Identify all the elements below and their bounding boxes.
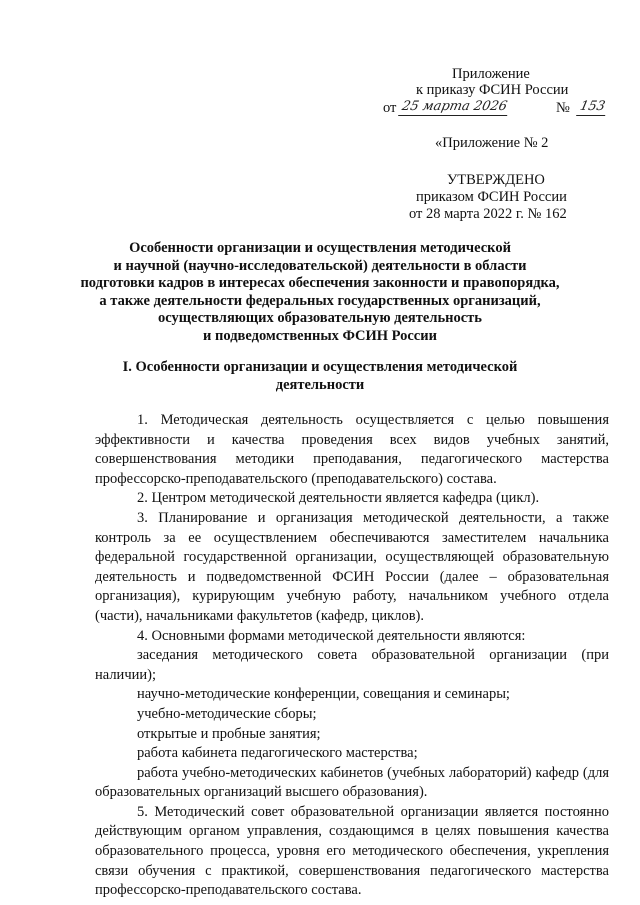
- section-title-line: I. Особенности организации и осуществления методической: [122, 359, 518, 375]
- title-line: подготовки кадров в интересах обеспечения законности и правопорядка,: [80, 275, 560, 291]
- handwritten-number: 153: [576, 98, 609, 116]
- list-item: учебно-методические сборы;: [137, 705, 317, 722]
- list-item: заседания методического совета образовательной организации (при наличии);: [95, 647, 609, 683]
- paragraph-1: 1. Методическая деятельность осуществляется с целью повышения эффективности и качества проведения всех видов учебных занятий, совершенствования методики преподавания, педагогического мастерства профессорско-преподавательского (преподавательского) состава.: [95, 412, 609, 487]
- document-body: [95, 411, 609, 901]
- number-prefix: №: [556, 100, 570, 116]
- appendix-number: «Приложение № 2: [435, 135, 549, 151]
- approved-date-label: от 28 марта 2022 г. № 162: [409, 206, 567, 222]
- list-item: работа учебно-методических кабинетов (учебных лабораторий) кафедр (для образовательных организаций высшего образования).: [95, 764, 609, 801]
- to-order-label: к приказу ФСИН России: [416, 82, 569, 98]
- paragraph-2: 2. Центром методической деятельности является кафедра (цикл).: [137, 490, 540, 507]
- paragraph-3: 3. Планирование и организация методической деятельности, а также контроль за ее осуществлением обеспечиваются заместителем начальника федеральной государственной организации, осуществляющей образовательную деятельность и подведомственной ФСИН России (далее – образовательная организация), курирующим учебную работу, начальником учебного отдела (части), начальниками факультетов (кафедр, циклов).: [95, 509, 609, 624]
- paragraph-4: 4. Основными формами методической деятельности являются:: [137, 627, 526, 644]
- title-line: и научной (научно-исследовательской) деятельности в области: [113, 257, 527, 274]
- list-item: научно-методические конференции, совещания и семинары;: [137, 686, 510, 703]
- from-prefix: от: [383, 100, 397, 116]
- title-line: Особенности организации и осуществления методической: [129, 240, 511, 256]
- section-title: [70, 359, 570, 394]
- document-title: [70, 240, 570, 345]
- list-item: работа кабинета педагогического мастерства;: [137, 745, 418, 762]
- title-line: а также деятельности федеральных государственных организаций,: [99, 292, 541, 309]
- approved-label: УТВЕРЖДЕНО: [447, 172, 545, 188]
- title-line: осуществляющих образовательную деятельность: [158, 310, 482, 326]
- section-title-line: деятельности: [275, 376, 365, 393]
- list-item: открытые и пробные занятия;: [137, 725, 321, 742]
- handwritten-date: 25 марта 2026: [398, 98, 511, 116]
- paragraph-5: 5. Методический совет образовательной организации является постоянно действующим органом управления, создающимся в целях повышения качества образовательного процесса, уровня его методического обеспечения, укрепления связи обучения с практикой, совершенствования педагогического мастерства профессорско-преподавательского состава.: [95, 803, 609, 899]
- title-line: и подведомственных ФСИН России: [203, 327, 437, 344]
- approved-by-label: приказом ФСИН России: [416, 189, 567, 205]
- appendix-label: Приложение: [452, 66, 530, 82]
